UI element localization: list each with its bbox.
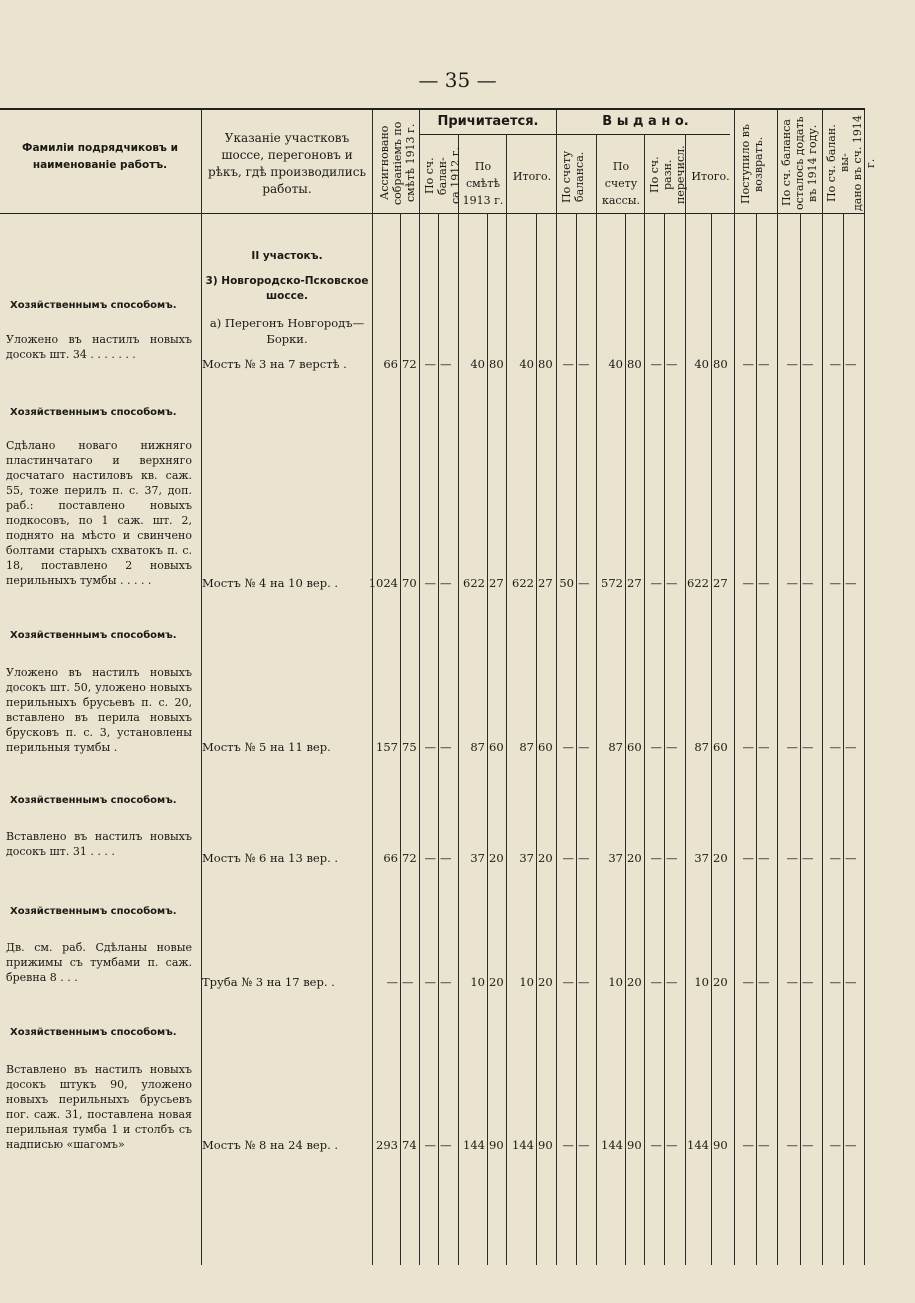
header-due-estimate: По смѣтѣ 1913 г. [462, 160, 504, 207]
cell-paid-cash-kopecks: 20 [627, 975, 642, 989]
cell-paid-transfer-dash: — [650, 576, 662, 590]
cell-due-estimate-rubles: 37 [470, 851, 485, 865]
header-paid-transfer: По сч. разн. перечисл. [648, 145, 687, 205]
cell-issued-1914-dash: — [829, 357, 841, 371]
section-road: 3) Новгородско-Псковское шоссе. [205, 275, 369, 302]
row-description: Дв. см. раб. Сдѣланы новые прижимы съ тумбами п. саж. бревна 8 . . . [6, 941, 192, 984]
cell-returned-dash: — [758, 975, 770, 989]
row-description: Уложено въ настилъ новыхъ досокъ шт. 34 . . . . . . . [6, 333, 192, 361]
cell-paid-transfer-dash: — [650, 975, 662, 989]
cell-due-balance-dash: — [440, 357, 452, 371]
row-description: Вставлено въ настилъ новыхъ досокъ штукъ 90, уложено новыхъ перильныхъ брусьевъ пог. саж. 31, поставлена новая перильная тумба 1 и столбъ съ надписью «шагомъ» [6, 1063, 192, 1151]
cell-paid-cash-rubles: 37 [608, 851, 623, 865]
cell-returned-dash: — [742, 1138, 754, 1152]
cell-paid-cash-rubles: 10 [608, 975, 623, 989]
cell-paid-cash-rubles: 40 [608, 357, 623, 371]
cell-due-total-rubles: 37 [519, 851, 534, 865]
cell-issued-1914-dash: — [829, 576, 841, 590]
cell-returned-dash: — [758, 576, 770, 590]
cell-paid-balance-kopecks: — [578, 740, 590, 754]
cell-paid-transfer-dash: — [666, 740, 678, 754]
cell-paid-transfer-dash: — [666, 357, 678, 371]
header-paid-balance: По счету баланса. [560, 150, 586, 204]
cell-due-estimate-rubles: 10 [470, 975, 485, 989]
cell-due-total-rubles: 144 [512, 1138, 534, 1152]
cell-paid-balance-kopecks: — [578, 851, 590, 865]
row-method: Хозяйственнымъ способомъ. [10, 407, 177, 418]
cell-paid-transfer-dash: — [650, 851, 662, 865]
cell-remain-dash: — [786, 576, 798, 590]
cell-assigned-rubles: 66 [383, 357, 398, 371]
cell-due-total-kopecks: 20 [538, 975, 553, 989]
cell-due-balance-dash: — [440, 1138, 452, 1152]
header-due-total: Итого. [512, 170, 552, 183]
cell-due-estimate-kopecks: 20 [489, 851, 504, 865]
cell-paid-total-kopecks: 90 [713, 1138, 728, 1152]
cell-paid-cash-rubles: 572 [601, 576, 623, 590]
cell-due-balance-dash: — [440, 975, 452, 989]
cell-remain-dash: — [802, 851, 814, 865]
cell-paid-balance-rubles: — [562, 975, 574, 989]
cell-due-total-kopecks: 80 [538, 357, 553, 371]
cell-due-balance-dash: — [440, 740, 452, 754]
cell-due-estimate-kopecks: 80 [489, 357, 504, 371]
row-site: Мостъ № 6 на 13 вер. . [202, 851, 339, 865]
row-description: Уложено въ настилъ новыхъ досокъ шт. 50, уложено новыхъ перильныхъ брусьевъ п. с. 20, вставлено въ перила новыхъ брусковъ п. с. 3, установлены перильныя тумбы . [6, 666, 192, 754]
cell-paid-transfer-dash: — [666, 851, 678, 865]
cell-due-balance-dash: — [424, 740, 436, 754]
row-site: Мостъ № 4 на 10 вер. . [202, 576, 339, 590]
cell-issued-1914-dash: — [829, 1138, 841, 1152]
cell-due-balance-dash: — [424, 576, 436, 590]
cell-issued-1914-dash: — [845, 740, 857, 754]
cell-due-total-kopecks: 60 [538, 740, 553, 754]
header-due-group: Причитается. [437, 114, 539, 129]
cell-issued-1914-dash: — [845, 975, 857, 989]
row-method: Хозяйственнымъ способомъ. [10, 1027, 177, 1038]
cell-assigned-rubles: 293 [376, 1138, 398, 1152]
cell-paid-cash-kopecks: 20 [627, 851, 642, 865]
cell-paid-total-rubles: 40 [694, 357, 709, 371]
cell-due-estimate-rubles: 144 [463, 1138, 485, 1152]
cell-due-estimate-kopecks: 90 [489, 1138, 504, 1152]
row-site: Мостъ № 3 на 7 верстѣ . [202, 357, 347, 371]
row-description: Сдѣлано новаго нижняго пластинчатаго и верхняго досчатаго настиловъ кв. саж. 55, тоже перилъ п. с. 37, доп. раб.: поставлено новыхъ подкосовъ, по 1 саж. шт. 2, поднято на мѣсто и свинчено болтами старыхъ схватокъ п. с. 18, поставлено 2 новыхъ перильныхъ тумбы . . . . . [6, 439, 192, 587]
row-method: Хозяйственнымъ способомъ. [10, 300, 177, 311]
cell-paid-total-kopecks: 60 [713, 740, 728, 754]
cell-paid-balance-kopecks: — [578, 1138, 590, 1152]
cell-paid-transfer-dash: — [650, 740, 662, 754]
cell-due-estimate-kopecks: 27 [489, 576, 504, 590]
cell-paid-total-rubles: 10 [694, 975, 709, 989]
cell-due-total-rubles: 10 [519, 975, 534, 989]
cell-paid-cash-rubles: 144 [601, 1138, 623, 1152]
cell-paid-balance-rubles: — [562, 851, 574, 865]
cell-assigned-rubles: 66 [383, 851, 398, 865]
cell-due-total-kopecks: 27 [538, 576, 553, 590]
cell-due-balance-dash: — [440, 576, 452, 590]
page-number: — 35 — [418, 68, 497, 92]
header-remain: По сч. баланса осталось додать въ 1914 году. [780, 116, 819, 210]
cell-due-estimate-rubles: 87 [470, 740, 485, 754]
header-paid-cash: По счету кассы. [601, 160, 640, 207]
cell-paid-total-kopecks: 20 [713, 975, 728, 989]
header-paid-total: Итого. [691, 170, 730, 183]
cell-remain-dash: — [786, 357, 798, 371]
cell-returned-dash: — [742, 851, 754, 865]
cell-paid-balance-kopecks: — [578, 357, 590, 371]
cell-issued-1914-dash: — [845, 357, 857, 371]
cell-returned-dash: — [758, 740, 770, 754]
cell-assigned-kopecks: — [402, 975, 414, 989]
cell-issued-1914-dash: — [829, 740, 841, 754]
cell-due-balance-dash: — [424, 1138, 436, 1152]
cell-assigned-kopecks: 75 [402, 740, 417, 754]
cell-paid-total-rubles: 37 [694, 851, 709, 865]
cell-paid-total-kopecks: 27 [713, 576, 728, 590]
cell-returned-dash: — [758, 851, 770, 865]
cell-due-estimate-rubles: 40 [470, 357, 485, 371]
cell-paid-balance-rubles: — [562, 740, 574, 754]
row-site: Мостъ № 5 на 11 вер. [202, 740, 331, 754]
cell-returned-dash: — [742, 975, 754, 989]
header-assigned: Ассигновано собраніемъ по смѣтѣ 1913 г. [378, 121, 417, 205]
cell-issued-1914-dash: — [829, 851, 841, 865]
header-sections: Указаніе участковъ шоссе, перегоновъ и рѣкъ, гдѣ производились работы. [207, 131, 367, 196]
cell-due-estimate-rubles: 622 [463, 576, 485, 590]
cell-due-balance-dash: — [440, 851, 452, 865]
cell-paid-cash-rubles: 87 [608, 740, 623, 754]
cell-paid-transfer-dash: — [666, 576, 678, 590]
cell-due-estimate-kopecks: 20 [489, 975, 504, 989]
row-description: Вставлено въ настилъ новыхъ досокъ шт. 31 . . . . [6, 830, 192, 858]
cell-returned-dash: — [742, 357, 754, 371]
row-site: Мостъ № 8 на 24 вер. . [202, 1138, 339, 1152]
cell-paid-balance-kopecks: — [578, 576, 590, 590]
cell-due-total-kopecks: 90 [538, 1138, 553, 1152]
row-method: Хозяйственнымъ способомъ. [10, 906, 177, 917]
section-participant: II участокъ. [251, 250, 323, 262]
cell-assigned-rubles: 1024 [368, 576, 398, 590]
header-returned: Поступило въ возвратъ. [739, 124, 765, 204]
row-site: Труба № 3 на 17 вер. . [202, 975, 335, 989]
cell-due-balance-dash: — [424, 851, 436, 865]
cell-remain-dash: — [786, 851, 798, 865]
cell-paid-cash-kopecks: 90 [627, 1138, 642, 1152]
cell-assigned-kopecks: 74 [402, 1138, 417, 1152]
cell-paid-transfer-dash: — [666, 1138, 678, 1152]
cell-assigned-kopecks: 70 [402, 576, 417, 590]
cell-remain-dash: — [802, 576, 814, 590]
cell-remain-dash: — [802, 740, 814, 754]
cell-due-balance-dash: — [424, 357, 436, 371]
cell-paid-balance-kopecks: — [578, 975, 590, 989]
header-contractor: Фамиліи подрядчиковъ и наименованіе работъ. [22, 142, 178, 171]
cell-due-total-kopecks: 20 [538, 851, 553, 865]
cell-assigned-kopecks: 72 [402, 357, 417, 371]
cell-paid-cash-kopecks: 60 [627, 740, 642, 754]
cell-remain-dash: — [802, 975, 814, 989]
cell-paid-cash-kopecks: 80 [627, 357, 642, 371]
cell-returned-dash: — [758, 1138, 770, 1152]
cell-issued-1914-dash: — [845, 851, 857, 865]
cell-issued-1914-dash: — [845, 576, 857, 590]
cell-paid-cash-kopecks: 27 [627, 576, 642, 590]
cell-assigned-rubles: 157 [376, 740, 398, 754]
cell-assigned-kopecks: 72 [402, 851, 417, 865]
cell-paid-total-rubles: 144 [687, 1138, 709, 1152]
cell-issued-1914-dash: — [845, 1138, 857, 1152]
header-paid-group: В ы д а н о. [602, 114, 689, 129]
cell-due-balance-dash: — [424, 975, 436, 989]
row-method: Хозяйственнымъ способомъ. [10, 630, 177, 641]
cell-paid-total-kopecks: 80 [713, 357, 728, 371]
cell-paid-total-kopecks: 20 [713, 851, 728, 865]
cell-returned-dash: — [742, 576, 754, 590]
header-issued-1914: По сч. балан. вы- дано въ сч. 1914 г. [825, 115, 877, 211]
cell-returned-dash: — [758, 357, 770, 371]
cell-due-total-rubles: 87 [519, 740, 534, 754]
cell-returned-dash: — [742, 740, 754, 754]
cell-paid-transfer-dash: — [650, 1138, 662, 1152]
cell-paid-transfer-dash: — [666, 975, 678, 989]
cell-paid-balance-rubles: — [562, 1138, 574, 1152]
cell-paid-balance-rubles: 50 [559, 576, 574, 590]
cell-due-total-rubles: 622 [512, 576, 534, 590]
cell-remain-dash: — [802, 357, 814, 371]
section-segment: а) Перегонъ Новгородъ—Борки. [209, 316, 365, 346]
cell-remain-dash: — [786, 740, 798, 754]
cell-paid-balance-rubles: — [562, 357, 574, 371]
cell-paid-transfer-dash: — [650, 357, 662, 371]
cell-issued-1914-dash: — [829, 975, 841, 989]
cell-paid-total-rubles: 87 [694, 740, 709, 754]
cell-assigned-rubles: — [386, 975, 398, 989]
cell-due-estimate-kopecks: 60 [489, 740, 504, 754]
cell-remain-dash: — [802, 1138, 814, 1152]
header-due-balance: По сч. балан- са 1912 г. [423, 147, 462, 205]
cell-remain-dash: — [786, 975, 798, 989]
row-method: Хозяйственнымъ способомъ. [10, 795, 177, 806]
cell-paid-total-rubles: 622 [687, 576, 709, 590]
cell-due-total-rubles: 40 [519, 357, 534, 371]
cell-remain-dash: — [786, 1138, 798, 1152]
